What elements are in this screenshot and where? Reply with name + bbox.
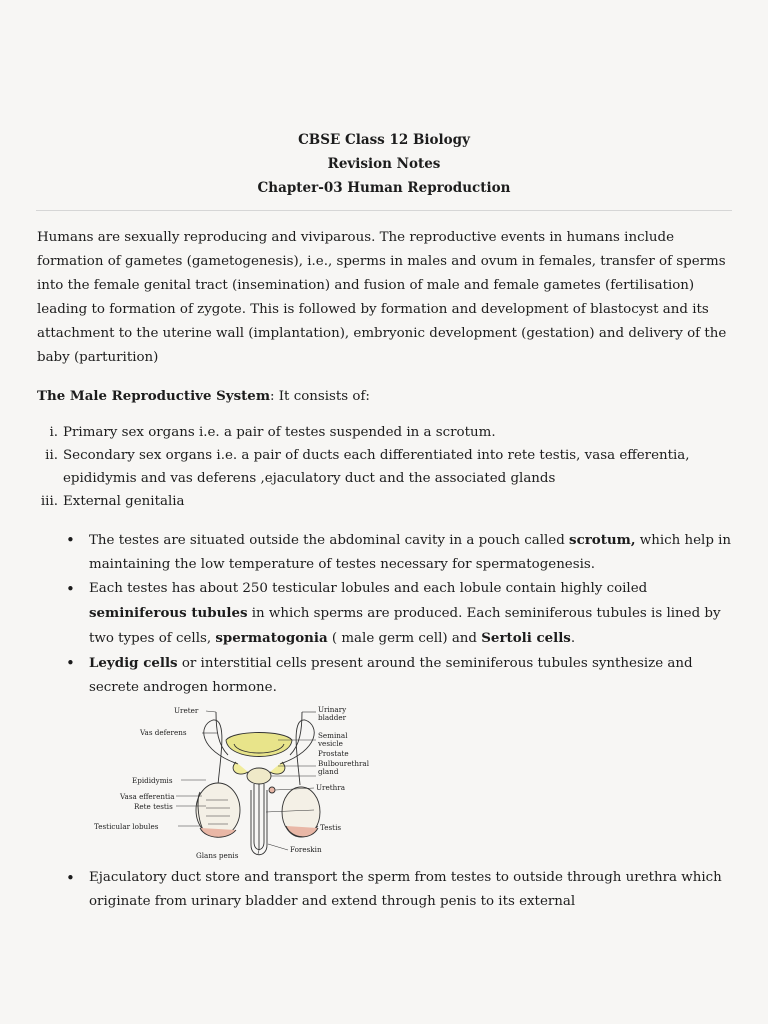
male-system-title: The Male Reproductive System — [37, 388, 270, 404]
intro-paragraph: Humans are sexually reproducing and viviparous. The reproductive events in humans include formation of gametes (gametogenesis), i.e., sperms in males and ovum in females, transfer of sperms into the female genital tract (insemination) and fusion of male and female gametes (fertilisation) leading to formation of zygote. This is followed by formation and development of blastocyst and its attachment to the uterine wall (implantation), embryonic development (gestation) and delivery of the baby (parturition) — [37, 230, 727, 365]
list-item-text: External genitalia — [63, 494, 185, 509]
bullet-bold: scrotum, — [569, 532, 636, 548]
male-system-suffix: : It consists of: — [270, 389, 370, 404]
bullet-text: in which sperms are produced. Each seminiferous tubules is lined by two types of cells, — [89, 606, 721, 646]
label-vesicle: vesicle — [318, 739, 343, 748]
label-testis: Testis — [320, 823, 342, 832]
bullet-bold: Sertoli cells — [481, 630, 571, 646]
label-testicular-lobules: Testicular lobules — [94, 822, 159, 831]
label-seminal: Seminal — [318, 731, 348, 740]
bullet-text: Each testes has about 250 testicular lobules and each lobule contain highly coiled — [89, 581, 648, 596]
bullet-bold: Leydig cells — [89, 655, 178, 671]
male-system-heading — [37, 384, 370, 409]
document-header — [0, 128, 768, 200]
label-foreskin: Foreskin — [290, 845, 322, 854]
label-gland: gland — [318, 767, 339, 776]
header-line-1: CBSE Class 12 Biology — [298, 132, 470, 148]
list-item — [20, 421, 720, 444]
list-item-text: Primary sex organs i.e. a pair of testes suspended in a scrotum. — [63, 425, 496, 440]
list-item-number: i. — [49, 425, 58, 440]
bullet-text: which help in maintaining the low temperature of testes necessary for spermatogenesis. — [89, 533, 732, 572]
label-ureter: Ureter — [174, 706, 199, 715]
testes-bullet-list — [64, 528, 736, 700]
label-rete-testis: Rete testis — [134, 802, 173, 811]
bullet-item-ejaculatory — [64, 866, 736, 914]
header-divider — [36, 210, 732, 211]
label-urethra: Urethra — [316, 783, 345, 792]
label-urinary: Urinary — [318, 705, 347, 714]
bullet-item-scrotum — [64, 528, 736, 577]
bullet-text: ( male germ cell) and — [327, 631, 482, 646]
ejaculatory-bullet-list — [64, 866, 736, 914]
label-prostate: Prostate — [318, 749, 349, 758]
label-bulbourethral: Bulbourethral — [318, 759, 369, 768]
list-item-number: ii. — [45, 448, 58, 463]
bullet-item-leydig — [64, 651, 736, 700]
label-glans-penis: Glans penis — [196, 851, 239, 860]
list-item-text: Secondary sex organs i.e. a pair of ducts each differentiated into rete testis, vasa efferentia, epididymis and vas deferens ,ejaculatory duct and the associated glands — [63, 448, 690, 486]
header-line-2: Revision Notes — [327, 156, 441, 172]
label-epididymis: Epididymis — [132, 776, 173, 785]
bullet-text: . — [570, 631, 576, 646]
list-item-number: iii. — [40, 494, 58, 509]
list-item — [20, 444, 720, 490]
label-vas-deferens: Vas deferens — [140, 728, 187, 737]
label-vasa-efferentia: Vasa efferentia — [120, 792, 175, 801]
male-reproductive-diagram — [88, 700, 388, 865]
diagram-drawing — [196, 712, 320, 855]
bullet-bold: seminiferous tubules — [89, 605, 248, 621]
label-bladder: bladder — [318, 713, 347, 722]
bullet-item-lobules — [64, 577, 736, 651]
organs-list — [20, 421, 720, 513]
bullet-bold: spermatogonia — [215, 630, 328, 646]
bullet-text: or interstitial cells present around the seminiferous tubules synthesize and secrete androgen hormone. — [89, 656, 693, 695]
bullet-text: The testes are situated outside the abdominal cavity in a pouch called — [89, 533, 570, 548]
bullet-text: Ejaculatory duct store and transport the sperm from testes to outside through urethra which originate from urinary bladder and extend through penis to its external — [89, 870, 722, 909]
list-item — [20, 490, 720, 513]
header-line-3: Chapter-03 Human Reproduction — [257, 180, 511, 196]
